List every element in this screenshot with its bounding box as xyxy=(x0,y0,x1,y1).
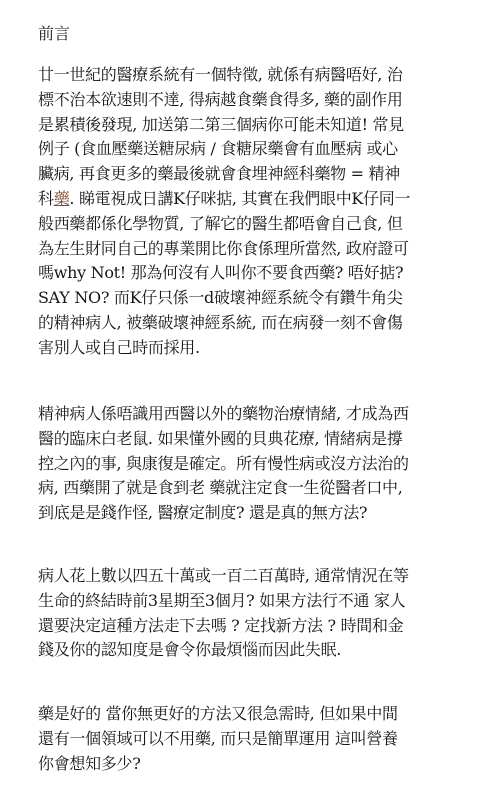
paragraph-line: 精神病人係唔識用西醫以外的藥物治療情緒, 才成為西 xyxy=(38,404,409,423)
paragraph-line: 還要決定這種方法走下去嗎 ? 定找新方法 ? 時間和金 xyxy=(38,615,404,635)
paragraph-line: 還有一個領域可以不用藥, 而只是簡單運用 這叫營養 xyxy=(38,728,398,748)
paragraph-line: 到底是是錢作怪, 醫療定制度? 還是真的無方法? xyxy=(38,503,368,523)
paragraph-line: 你會想知多少? xyxy=(38,753,141,773)
paragraph-line: 般西藥都係化學物質, 了解它的醫生都唔會自己食, 但 xyxy=(38,213,403,233)
paragraph-line: 藥是好的 當你無更好的方法又很急需時, 但如果中間 xyxy=(38,704,398,723)
paragraph-line: 生命的終結時前3星期至3個月? 如果方法行不通 家人 xyxy=(38,590,406,610)
paragraph-line: 臟病, 再食更多的藥最後就會食埋神經科藥物 = 精神 xyxy=(38,164,400,184)
paragraph-line: 病人花上數以四五十萬或一百二百萬時, 通常情況在等 xyxy=(38,566,409,585)
paragraph-text: . 睇電視成日講K仔咪掂, 其實在我們眼中K仔同一 xyxy=(69,188,411,208)
paragraph-line: 控之內的事, 與康復是確定。所有慢性病或沒方法治的 xyxy=(38,453,409,473)
paragraph-line: 為左生財同自己的專業開比你食係理所當然, 政府證可 xyxy=(38,238,409,258)
paragraph-line: 醫的臨床白老鼠. 如果懂外國的貝典花療, 情緒病是撐 xyxy=(38,428,403,448)
paragraph-1 xyxy=(38,63,468,361)
paragraph-text: 科 xyxy=(38,188,54,208)
paragraph-line: 病, 西藥開了就是食到老 藥就注定食一生從醫者口中, xyxy=(38,478,403,498)
paragraph-line: 標不治本欲速則不達, 得病越食藥食得多, 藥的副作用 xyxy=(38,89,403,109)
paragraph-line-with-link xyxy=(38,187,468,212)
paragraph-2 xyxy=(38,402,468,526)
paragraph-line: SAY NO? 而K仔只係一d破壞神經系統令有鑽牛角尖 xyxy=(38,288,403,308)
paragraph-line: 例子 (食血壓藥送糖尿病 / 食糖尿藥會有血壓病 或心 xyxy=(38,139,398,159)
paragraph-line: 嗎why Not! 那為何沒有人叫你不要食西藥? 唔好掂? xyxy=(38,263,404,283)
paragraph-line: 錢及你的認知度是會令你最煩惱而因此失眠. xyxy=(38,640,342,660)
paragraph-3 xyxy=(38,564,468,663)
page-heading: 前言 xyxy=(38,24,71,43)
paragraph-4 xyxy=(38,702,468,776)
medicine-link[interactable]: 藥 xyxy=(53,188,70,208)
paragraph-line: 廿一世紀的醫療系統有一個特徵, 就係有病醫唔好, 治 xyxy=(38,65,403,84)
paragraph-line: 的精神病人, 被藥破壞神經系統, 而在病發一刻不會傷 xyxy=(38,312,403,332)
paragraph-line: 是累積後發現, 加送第二第三個病你可能未知道! 常見 xyxy=(38,114,404,134)
paragraph-line: 害別人或自己時而採用. xyxy=(38,337,200,357)
